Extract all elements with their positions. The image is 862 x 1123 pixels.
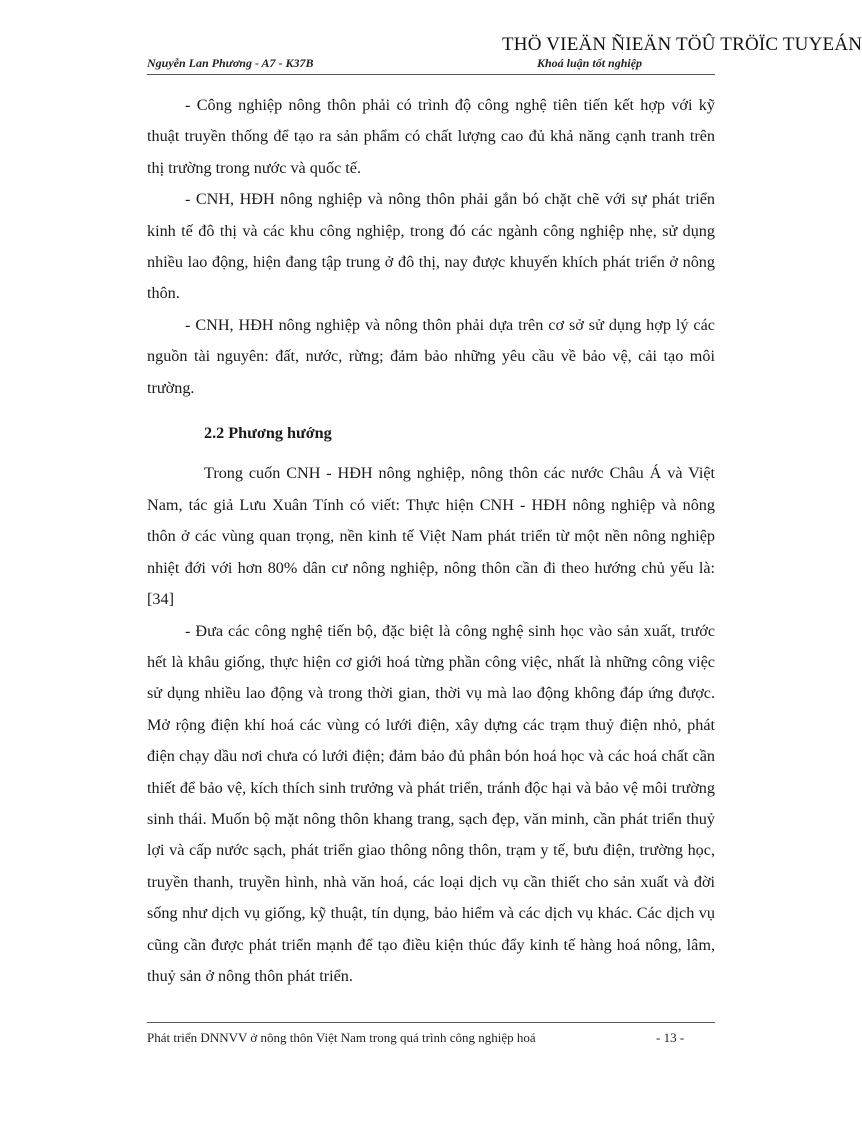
header-doc-type: Khoá luận tốt nghiệp bbox=[537, 56, 643, 70]
page-number: - 13 - bbox=[656, 1030, 685, 1045]
paragraph-3: - CNH, HĐH nông nghiệp và nông thôn phải dựa trên cơ sở sử dụng hợp lý các nguồn tài nguyên: đất, nước, rừng; đảm bảo những yêu cầu về bảo vệ, cải tạo môi trường. bbox=[147, 315, 715, 397]
header-author: Nguyễn Lan Phương - A7 - K37B bbox=[147, 56, 314, 70]
paragraph-5: - Đưa các công nghệ tiến bộ, đặc biệt là công nghệ sinh học vào sản xuất, trước hết là khâu giống, thực hiện cơ giới hoá từng phần công việc, nhất là những công việc sử dụng nhiều lao động và trong thời gian, thời vụ mà lao động không đáp ứng được. Mở rộng điện khí hoá các vùng có lưới điện, xây dựng các trạm thuỷ điện nhỏ, phát điện chạy dầu nơi chưa có lưới điện; đảm bảo đủ phân bón hoá học và các hoá chất cần thiết để bảo vệ, kích thích sinh trưởng và phát triển, tránh độc hại và bảo vệ môi trường sinh thái. Muốn bộ mặt nông thôn khang trang, sạch đẹp, văn minh, cần phát triển thuỷ lợi và cấp nước sạch, phát triển giao thông nông thôn, trạm y tế, bưu điện, trường học, truyền thanh, truyền hình, nhà văn hoá, các loại dịch vụ cần thiết cho sản xuất và đời sống như dịch vụ giống, kỹ thuật, tín dụng, bảo hiểm và các dịch vụ khác. Các dịch vụ cũng cần được phát triển mạnh để tạo điều kiện thúc đẩy kinh tế hàng hoá nông, lâm, thuỷ sản ở nông thôn phát triển. bbox=[147, 621, 715, 985]
page-body bbox=[147, 90, 715, 992]
paragraph-1: - Công nghiệp nông thôn phải có trình độ công nghệ tiên tiến kết hợp với kỹ thuật truyền thống để tạo ra sản phẩm có chất lượng cao đủ khả năng cạnh tranh trên thị trường trong nước và quốc tế. bbox=[147, 96, 715, 177]
watermark-text: THÖ VIEÄN ÑIEÄN TÖÛ TRÖÏC TUYEÁN bbox=[502, 34, 862, 55]
paragraph-4: Trong cuốn CNH - HĐH nông nghiệp, nông thôn các nước Châu Á và Việt Nam, tác giả Lưu Xuân Tính có viết: Thực hiện CNH - HĐH nông nghiệp và nông thôn ở các vùng quan trọng, nền kinh tế Việt Nam phát triển từ một nền nông nghiệp nhiệt đới với hơn 80% dân cư nông nghiệp, nông thôn cần đi theo hướng chủ yếu là: [34] bbox=[147, 464, 715, 609]
header-rule bbox=[147, 74, 715, 75]
footer-rule bbox=[147, 1022, 715, 1023]
footer-title: Phát triển DNNVV ở nông thôn Việt Nam trong quá trình công nghiệp hoá bbox=[147, 1030, 536, 1045]
section-heading: 2.2 Phương hướng bbox=[204, 424, 332, 443]
paragraph-2: - CNH, HĐH nông nghiệp và nông thôn phải gắn bó chặt chẽ với sự phát triển kinh tế đô thị và các khu công nghiệp, trong đó các ngành công nghiệp nhẹ, sử dụng nhiều lao động, hiện đang tập trung ở đô thị, nay được khuyến khích phát triển ở nông thôn. bbox=[147, 190, 715, 303]
